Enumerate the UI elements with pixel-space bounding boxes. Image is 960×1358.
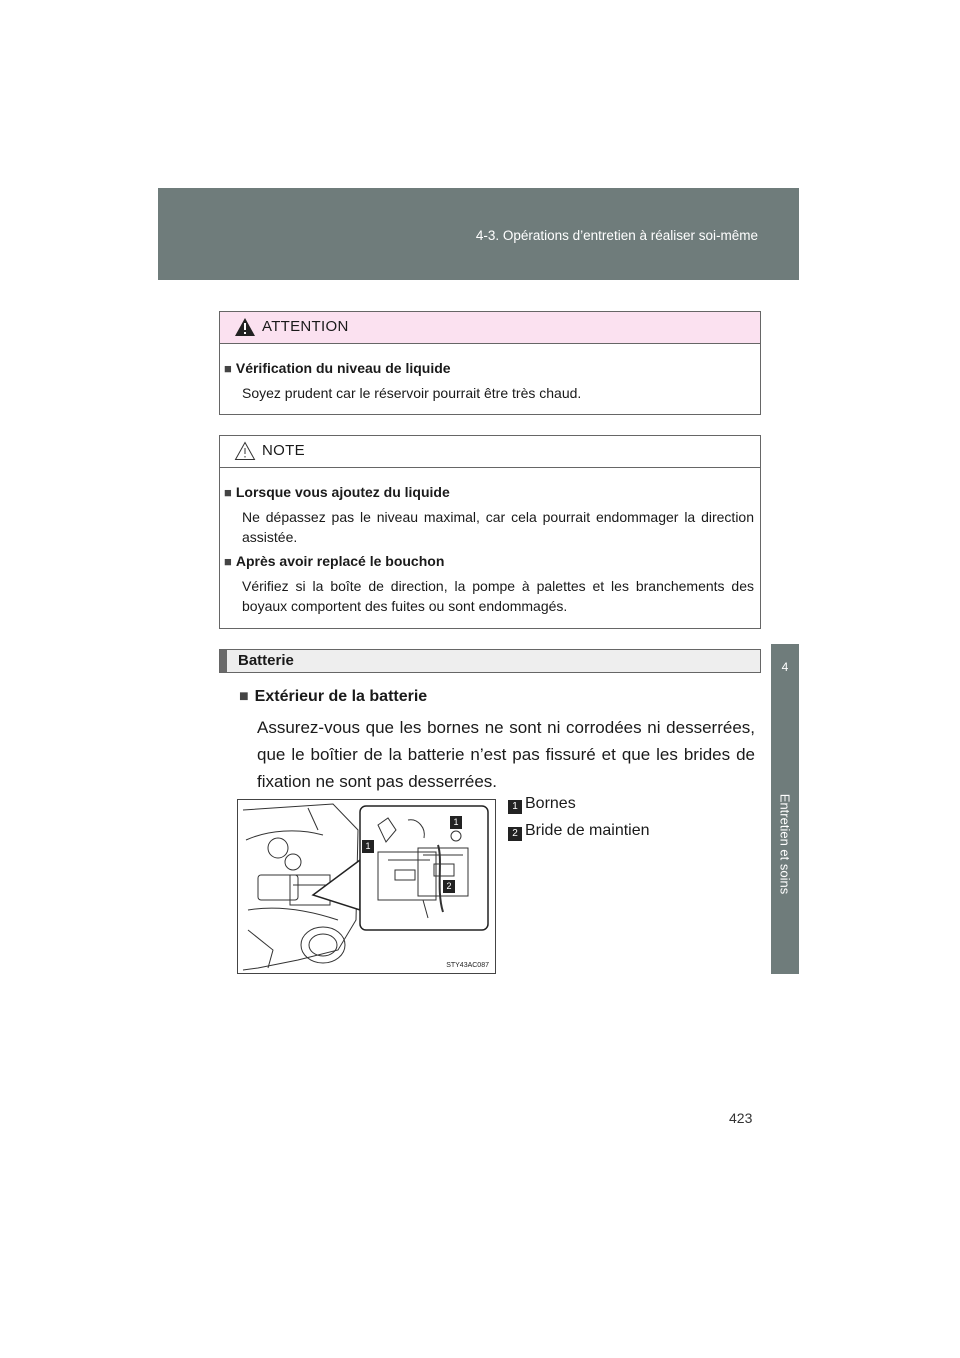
legend-label: Bornes [525, 795, 576, 812]
callout-1-upper: 1 [450, 816, 462, 829]
attention-title: ATTENTION [262, 318, 349, 335]
legend-item-bride [508, 822, 650, 841]
chapter-side-tab [771, 644, 799, 974]
attention-box [219, 311, 761, 415]
section-title: Batterie [238, 652, 294, 669]
square-bullet-icon: ■ [224, 485, 232, 500]
note-box [219, 435, 761, 629]
body-paragraph: Assurez-vous que les bornes ne sont ni corrodées ni desserrées, que le boîtier de la batterie n’est pas fissuré et que les brides de fixation ne sont pas desserrées. [257, 718, 755, 791]
warning-triangle-icon [234, 317, 256, 337]
header-band [158, 188, 799, 280]
callout-2: 2 [443, 880, 455, 893]
note-header [220, 436, 760, 468]
square-bullet-icon: ■ [224, 554, 232, 569]
figure-code: STY43AC087 [446, 962, 489, 969]
note-item-text: Ne dépassez pas le niveau maximal, car cela pourrait endommager la direction assistée. [242, 509, 754, 545]
caution-outline-icon [234, 441, 256, 461]
attention-item-text: Soyez prudent car le réservoir pourrait être très chaud. [242, 385, 582, 401]
callout-1-left: 1 [362, 840, 374, 853]
chapter-title: Entretien et soins [777, 793, 793, 895]
note-item-heading: ■ Après avoir replacé le bouchon [224, 553, 445, 569]
square-bullet-icon: ■ [224, 361, 232, 376]
attention-item-heading: ■ Vérification du niveau de liquide [224, 360, 451, 376]
callout-badge: 2 [508, 827, 522, 841]
note-body [220, 468, 760, 632]
note-item-text: Vérifiez si la boîte de direction, la pompe à palettes et les branchements des boyaux comportent des fuites ou sont endommagés. [242, 578, 754, 614]
section-title-bar [219, 649, 761, 673]
page-number: 423 [729, 1110, 753, 1126]
callout-badge: 1 [508, 800, 522, 814]
subheading: ■ Extérieur de la batterie [239, 688, 428, 705]
attention-body [220, 344, 760, 419]
header-breadcrumb: 4-3. Opérations d’entretien à réaliser soi-même [475, 228, 758, 243]
section-stripe [220, 650, 227, 672]
note-item-heading: ■ Lorsque vous ajoutez du liquide [224, 484, 450, 500]
battery-illustration [237, 799, 496, 974]
chapter-number: 4 [781, 660, 789, 674]
legend-item-bornes [508, 795, 576, 814]
square-bullet-icon: ■ [239, 688, 249, 705]
legend-label: Bride de maintien [525, 822, 650, 839]
attention-header [220, 312, 760, 344]
note-title: NOTE [262, 442, 305, 459]
